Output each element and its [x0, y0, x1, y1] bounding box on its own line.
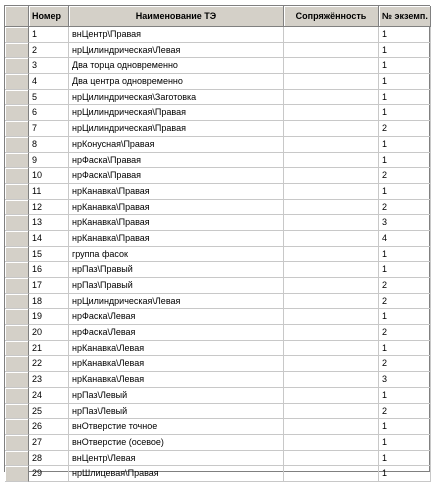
cell-instance[interactable]: 1 — [379, 341, 431, 357]
cell-conjugation[interactable] — [284, 137, 379, 153]
cell-number[interactable]: 2 — [29, 43, 69, 59]
row-indicator-cell[interactable] — [5, 294, 29, 310]
table-row[interactable] — [5, 184, 429, 200]
cell-conjugation[interactable] — [284, 105, 379, 121]
cell-name[interactable]: нрПаз\Левый — [69, 404, 284, 420]
row-indicator-cell[interactable] — [5, 262, 29, 278]
row-indicator-cell[interactable] — [5, 58, 29, 74]
cell-conjugation[interactable] — [284, 215, 379, 231]
row-indicator-cell[interactable] — [5, 168, 29, 184]
table-row[interactable] — [5, 58, 429, 74]
cell-instance[interactable]: 4 — [379, 231, 431, 247]
cell-instance[interactable]: 1 — [379, 435, 431, 451]
cell-number[interactable]: 6 — [29, 105, 69, 121]
table-row[interactable] — [5, 105, 429, 121]
cell-number[interactable]: 24 — [29, 388, 69, 404]
cell-number[interactable]: 25 — [29, 404, 69, 420]
cell-instance[interactable]: 1 — [379, 105, 431, 121]
row-indicator-cell[interactable] — [5, 90, 29, 106]
cell-number[interactable]: 13 — [29, 215, 69, 231]
table-row[interactable] — [5, 278, 429, 294]
row-indicator-cell[interactable] — [5, 200, 29, 216]
row-indicator-cell[interactable] — [5, 278, 29, 294]
cell-conjugation[interactable] — [284, 325, 379, 341]
cell-conjugation[interactable] — [284, 153, 379, 169]
cell-conjugation[interactable] — [284, 404, 379, 420]
cell-name[interactable]: Два центра одновременно — [69, 74, 284, 90]
cell-number[interactable]: 19 — [29, 309, 69, 325]
cell-instance[interactable]: 1 — [379, 262, 431, 278]
cell-conjugation[interactable] — [284, 356, 379, 372]
cell-name[interactable]: внОтверстие точное — [69, 419, 284, 435]
table-row[interactable] — [5, 419, 429, 435]
row-indicator-cell[interactable] — [5, 419, 29, 435]
row-indicator-cell[interactable] — [5, 356, 29, 372]
row-indicator-cell[interactable] — [5, 43, 29, 59]
cell-name[interactable]: нрКанавка\Правая — [69, 200, 284, 216]
table-row[interactable] — [5, 121, 429, 137]
cell-instance[interactable]: 2 — [379, 200, 431, 216]
table-row[interactable] — [5, 215, 429, 231]
row-indicator-cell[interactable] — [5, 27, 29, 43]
cell-instance[interactable]: 2 — [379, 356, 431, 372]
cell-number[interactable]: 1 — [29, 27, 69, 43]
cell-name[interactable]: нрПаз\Правый — [69, 262, 284, 278]
cell-instance[interactable]: 2 — [379, 278, 431, 294]
cell-conjugation[interactable] — [284, 278, 379, 294]
cell-instance[interactable]: 1 — [379, 58, 431, 74]
cell-instance[interactable]: 3 — [379, 372, 431, 388]
cell-name[interactable]: нрКанавка\Правая — [69, 184, 284, 200]
table-row[interactable] — [5, 309, 429, 325]
cell-name[interactable]: Два торца одновременно — [69, 58, 284, 74]
table-row[interactable] — [5, 168, 429, 184]
cell-number[interactable]: 28 — [29, 451, 69, 467]
cell-name[interactable]: нрЦилиндрическая\Левая — [69, 43, 284, 59]
cell-number[interactable]: 26 — [29, 419, 69, 435]
table-row[interactable] — [5, 27, 429, 43]
cell-instance[interactable]: 3 — [379, 215, 431, 231]
row-indicator-cell[interactable] — [5, 451, 29, 467]
cell-name[interactable]: нрФаска\Правая — [69, 153, 284, 169]
cell-name[interactable]: нрКанавка\Правая — [69, 215, 284, 231]
column-header-name[interactable]: Наименование ТЭ — [69, 6, 284, 27]
row-indicator-cell[interactable] — [5, 231, 29, 247]
cell-instance[interactable]: 1 — [379, 466, 431, 482]
column-header-number[interactable]: Номер — [29, 6, 69, 27]
cell-conjugation[interactable] — [284, 451, 379, 467]
cell-name[interactable]: группа фасок — [69, 247, 284, 263]
cell-number[interactable]: 15 — [29, 247, 69, 263]
cell-instance[interactable]: 1 — [379, 74, 431, 90]
te-data-grid[interactable] — [4, 5, 430, 479]
row-indicator-cell[interactable] — [5, 247, 29, 263]
row-indicator-cell[interactable] — [5, 153, 29, 169]
column-header-instance[interactable]: № экземп. — [379, 6, 431, 27]
cell-conjugation[interactable] — [284, 168, 379, 184]
table-row[interactable] — [5, 262, 429, 278]
row-indicator-cell[interactable] — [5, 325, 29, 341]
cell-instance[interactable]: 1 — [379, 309, 431, 325]
cell-instance[interactable]: 1 — [379, 419, 431, 435]
cell-number[interactable]: 29 — [29, 466, 69, 482]
cell-conjugation[interactable] — [284, 231, 379, 247]
table-row[interactable] — [5, 435, 429, 451]
row-indicator-cell[interactable] — [5, 105, 29, 121]
table-row[interactable] — [5, 90, 429, 106]
table-row[interactable] — [5, 372, 429, 388]
table-row[interactable] — [5, 200, 429, 216]
cell-name[interactable]: внОтверстие (осевое) — [69, 435, 284, 451]
cell-number[interactable]: 27 — [29, 435, 69, 451]
row-indicator-cell[interactable] — [5, 137, 29, 153]
table-row[interactable] — [5, 341, 429, 357]
cell-number[interactable]: 16 — [29, 262, 69, 278]
cell-instance[interactable]: 1 — [379, 247, 431, 263]
cell-number[interactable]: 11 — [29, 184, 69, 200]
cell-number[interactable]: 22 — [29, 356, 69, 372]
table-row[interactable] — [5, 137, 429, 153]
cell-name[interactable]: нрЦилиндрическая\Правая — [69, 121, 284, 137]
cell-name[interactable]: нрЦилиндрическая\Правая — [69, 105, 284, 121]
cell-name[interactable]: нрПаз\Правый — [69, 278, 284, 294]
cell-number[interactable]: 7 — [29, 121, 69, 137]
table-row[interactable] — [5, 325, 429, 341]
row-indicator-cell[interactable] — [5, 215, 29, 231]
cell-instance[interactable]: 1 — [379, 43, 431, 59]
table-row[interactable] — [5, 43, 429, 59]
cell-number[interactable]: 3 — [29, 58, 69, 74]
table-row[interactable] — [5, 247, 429, 263]
cell-number[interactable]: 21 — [29, 341, 69, 357]
row-indicator-cell[interactable] — [5, 341, 29, 357]
cell-number[interactable]: 9 — [29, 153, 69, 169]
cell-conjugation[interactable] — [284, 262, 379, 278]
cell-conjugation[interactable] — [284, 309, 379, 325]
cell-conjugation[interactable] — [284, 341, 379, 357]
cell-conjugation[interactable] — [284, 90, 379, 106]
cell-instance[interactable]: 2 — [379, 325, 431, 341]
header-indicator-cell — [5, 6, 29, 27]
cell-number[interactable]: 12 — [29, 200, 69, 216]
table-row[interactable] — [5, 231, 429, 247]
cell-conjugation[interactable] — [284, 247, 379, 263]
cell-name[interactable]: внЦентр\Левая — [69, 451, 284, 467]
cell-name[interactable]: нрШлицевая\Правая — [69, 466, 284, 482]
cell-number[interactable]: 8 — [29, 137, 69, 153]
row-indicator-cell[interactable] — [5, 404, 29, 420]
cell-conjugation[interactable] — [284, 435, 379, 451]
cell-name[interactable]: нрКанавка\Левая — [69, 372, 284, 388]
row-indicator-cell[interactable] — [5, 184, 29, 200]
cell-name[interactable]: нрФаска\Левая — [69, 325, 284, 341]
cell-number[interactable]: 23 — [29, 372, 69, 388]
cell-instance[interactable]: 1 — [379, 27, 431, 43]
cell-name[interactable]: внЦентр\Правая — [69, 27, 284, 43]
row-indicator-cell[interactable] — [5, 309, 29, 325]
cell-instance[interactable]: 2 — [379, 294, 431, 310]
cell-conjugation[interactable] — [284, 121, 379, 137]
grid-body — [5, 27, 429, 482]
cell-conjugation[interactable] — [284, 184, 379, 200]
row-indicator-cell[interactable] — [5, 372, 29, 388]
cell-instance[interactable]: 1 — [379, 388, 431, 404]
cell-instance[interactable]: 2 — [379, 121, 431, 137]
table-row[interactable] — [5, 404, 429, 420]
cell-instance[interactable]: 1 — [379, 137, 431, 153]
cell-number[interactable]: 20 — [29, 325, 69, 341]
cell-number[interactable]: 10 — [29, 168, 69, 184]
cell-instance[interactable]: 1 — [379, 90, 431, 106]
column-header-conjugation[interactable]: Сопряжённость — [284, 6, 379, 27]
cell-instance[interactable]: 2 — [379, 168, 431, 184]
cell-conjugation[interactable] — [284, 466, 379, 482]
table-row[interactable] — [5, 451, 429, 467]
cell-conjugation[interactable] — [284, 43, 379, 59]
cell-instance[interactable]: 2 — [379, 404, 431, 420]
row-indicator-cell[interactable] — [5, 466, 29, 482]
cell-name[interactable]: нрКанавка\Левая — [69, 341, 284, 357]
cell-name[interactable]: нрЦилиндрическая\Заготовка — [69, 90, 284, 106]
cell-instance[interactable]: 1 — [379, 451, 431, 467]
grid-header — [5, 6, 429, 27]
row-indicator-cell[interactable] — [5, 74, 29, 90]
row-indicator-cell[interactable] — [5, 435, 29, 451]
cell-name[interactable]: нрКанавка\Правая — [69, 231, 284, 247]
cell-number[interactable]: 18 — [29, 294, 69, 310]
cell-name[interactable]: нрФаска\Правая — [69, 168, 284, 184]
cell-conjugation[interactable] — [284, 388, 379, 404]
cell-conjugation[interactable] — [284, 200, 379, 216]
cell-name[interactable]: нрПаз\Левый — [69, 388, 284, 404]
cell-name[interactable]: нрКанавка\Левая — [69, 356, 284, 372]
table-row[interactable] — [5, 74, 429, 90]
cell-instance[interactable]: 1 — [379, 184, 431, 200]
row-indicator-cell[interactable] — [5, 388, 29, 404]
cell-conjugation[interactable] — [284, 294, 379, 310]
cell-conjugation[interactable] — [284, 58, 379, 74]
table-row[interactable] — [5, 294, 429, 310]
cell-conjugation[interactable] — [284, 27, 379, 43]
cell-number[interactable]: 17 — [29, 278, 69, 294]
cell-instance[interactable]: 1 — [379, 153, 431, 169]
row-indicator-cell[interactable] — [5, 121, 29, 137]
cell-conjugation[interactable] — [284, 74, 379, 90]
cell-number[interactable]: 4 — [29, 74, 69, 90]
cell-name[interactable]: нрЦилиндрическая\Левая — [69, 294, 284, 310]
cell-conjugation[interactable] — [284, 372, 379, 388]
cell-number[interactable]: 14 — [29, 231, 69, 247]
table-row[interactable] — [5, 356, 429, 372]
cell-conjugation[interactable] — [284, 419, 379, 435]
table-row[interactable] — [5, 153, 429, 169]
table-row[interactable] — [5, 466, 429, 482]
cell-name[interactable]: нрФаска\Левая — [69, 309, 284, 325]
cell-name[interactable]: нрКонусная\Правая — [69, 137, 284, 153]
cell-number[interactable]: 5 — [29, 90, 69, 106]
table-row[interactable] — [5, 388, 429, 404]
